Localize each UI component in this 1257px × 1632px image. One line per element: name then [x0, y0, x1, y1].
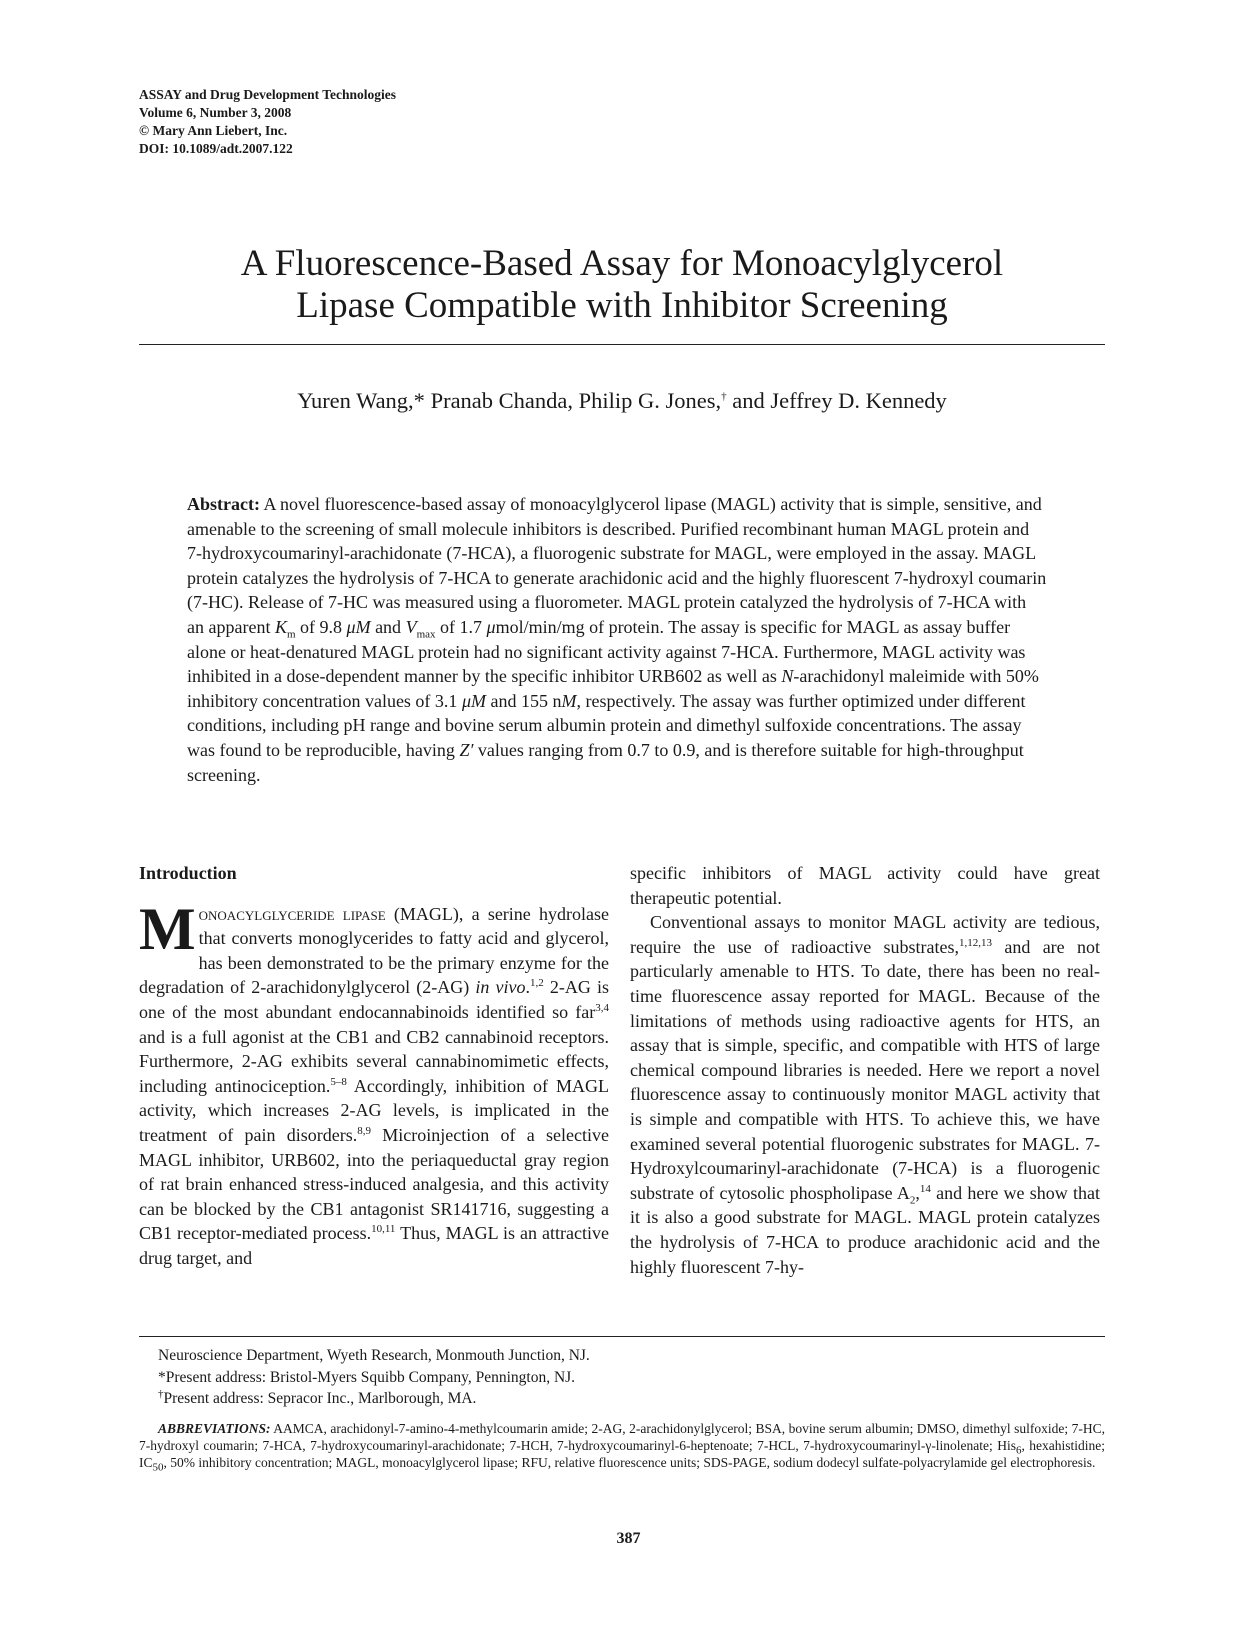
citation-ref: 10,11 — [371, 1223, 396, 1236]
title-rule — [139, 344, 1105, 345]
paragraph-text: (MAGL), a serine hydrolase that converts monoglycerides to fatty acid and glycerol, has been demonstrated to be the primary enzyme for the degradation of 2-arachidonylglycerol (2-AG) — [139, 903, 610, 998]
italic-term: in vivo — [475, 977, 526, 998]
paragraph-text: Thus, MAGL is an attractive drug target, and — [139, 1223, 609, 1268]
paragraph-text: Conventional assays to monitor MAGL activity are tedious, require the use of radioactive substrates, — [630, 912, 1100, 957]
subscript: 6 — [1015, 1444, 1022, 1457]
abbreviations-label: ABBREVIATIONS: — [158, 1421, 271, 1436]
author-2: Pranab Chanda, — [424, 388, 574, 413]
abstract-text: , respectively. The assay was further optimized under different conditions, including pH range and bovine serum albumin protein and dimethyl sulfoxide concentrations. The assay was found to be reproducible, having — [187, 690, 1026, 760]
title-line-2: Lipase Compatible with Inhibitor Screening — [296, 285, 948, 326]
journal-info — [139, 86, 396, 158]
body-column-left — [139, 861, 609, 1271]
present-address-1: *Present address: Bristol-Myers Squibb Company, Pennington, NJ. — [158, 1368, 576, 1386]
author-1: Yuren Wang,* — [297, 388, 425, 413]
citation-ref: 1,12,13 — [959, 936, 993, 949]
present-address-2 — [158, 1388, 590, 1410]
footnote-rule — [139, 1336, 1105, 1337]
abbreviations-text: , 50% inhibitory concentration; MAGL, monoacylglycerol lipase; RFU, relative fluorescence units; SDS-PAGE, sodium dodecyl sulfate-polyacrylamide gel electrophoresis. — [163, 1455, 1096, 1471]
journal-copyright: © Mary Ann Liebert, Inc. — [139, 123, 288, 138]
abstract — [187, 492, 1047, 787]
abstract-text: mol/min/mg of protein. The assay is specific for MAGL as assay buffer alone or heat-denatured MAGL protein had no significant activity against 7-HCA. Furthermore, MAGL activity was inhibited in a dose-dependent manner by the specific inhibitor URB602 as well as — [187, 616, 1026, 687]
abstract-text: of 9.8 — [295, 616, 347, 637]
citation-ref: 8,9 — [357, 1124, 371, 1137]
drop-cap: M — [139, 895, 196, 962]
abbreviations-text: , hexahistidine; IC — [139, 1438, 1105, 1471]
intro-paragraph-1 — [139, 895, 610, 1271]
km-symbol: K — [274, 616, 287, 637]
body-column-right — [630, 861, 1100, 1279]
author-3-mark: † — [721, 390, 727, 403]
paragraph-text: 2-AG is one of the most abundant endocannabinoids identified so far — [139, 977, 610, 1022]
present-address-2-text: Present address: Sepracor Inc., Marlborough, MA. — [163, 1390, 477, 1407]
n-italic: N — [781, 666, 794, 687]
paragraph-text: , — [915, 1182, 920, 1203]
subscript: 50 — [152, 1462, 164, 1475]
affiliations — [158, 1345, 590, 1410]
title-line-1: A Fluorescence-Based Assay for Monoacylglycerol — [240, 243, 1004, 284]
paragraph-text: and are not particularly amenable to HTS. To date, there has been no real-time fluorescence assay reported for MAGL. Because of the limitations of methods using radioactive agents for HTS, an assay that is simple, specific, and compatible with HTS of large chemical compound libraries is needed. Here we report a novel fluorescence assay to continuously monitor MAGL activity that is simple and compatible with HTS. To achieve this, we have examined several potential fluorogenic substrates for MAGL. 7-Hydroxylcoumarinyl-arachidonate (7-HCA) is a fluorogenic substrate of cytosolic phospholipase A — [630, 936, 1100, 1203]
unit-micromolar: μM — [461, 690, 486, 711]
affiliation-line: Neuroscience Department, Wyeth Research, Monmouth Junction, NJ. — [158, 1347, 590, 1364]
subscript: 2 — [909, 1194, 916, 1207]
unit-micro: μ — [486, 616, 496, 637]
z-prime: Z′ — [459, 739, 474, 760]
intro-paragraph-1-continued: specific inhibitors of MAGL activity could have great therapeutic potential. — [630, 863, 1100, 908]
citation-ref: 3,4 — [595, 1001, 609, 1014]
paragraph-text: Accordingly, inhibition of MAGL activity, which increases 2-AG levels, is implicated in the treatment of pain disorders. — [139, 1075, 609, 1145]
paragraph-text: and is a full agonist at the CB1 and CB2 cannabinoid receptors. Furthermore, 2-AG exhibits several cannabinomimetic effects, including antinociception. — [139, 1026, 609, 1096]
intro-paragraph-2 — [630, 910, 1100, 1279]
journal-doi: DOI: 10.1089/adt.2007.122 — [139, 141, 293, 156]
section-heading-introduction: Introduction — [139, 863, 237, 883]
vmax-subscript: max — [416, 628, 436, 641]
citation-ref: 5–8 — [330, 1075, 347, 1088]
paper-title — [139, 243, 1105, 327]
abstract-text: and — [370, 616, 406, 637]
abbreviations — [139, 1420, 1105, 1475]
citation-ref: 1,2 — [530, 977, 544, 990]
km-subscript: m — [286, 628, 296, 641]
abstract-text: -arachidonyl maleimide with 50% inhibitory concentration values of 3.1 — [187, 666, 1039, 711]
paragraph-text: and here we show that it is also a good substrate for MAGL. MAGL protein catalyzes the hydrolysis of 7-HCA to produce arachidonic acid and the highly fluorescent 7-hy- — [630, 1182, 1100, 1277]
abstract-text: values ranging from 0.7 to 0.9, and is therefore suitable for high-throughput screening. — [187, 739, 1024, 785]
journal-name: ASSAY and Drug Development Technologies — [139, 87, 397, 102]
abstract-text: and 155 n — [485, 690, 562, 711]
vmax-symbol: V — [405, 616, 417, 637]
author-list — [139, 387, 1105, 415]
abbreviations-text: AAMCA, arachidonyl-7-amino-4-methylcoumarin amide; 2-AG, 2-arachidonylglycerol; BSA, bovine serum albumin; DMSO, dimethyl sulfoxide; 7-HC, 7-hydroxyl coumarin; 7-HCA, 7-hydroxycoumarinyl-arachidonate; 7-HCH, 7-hydroxycoumarinyl-6-heptenoate; 7-HCL, 7-hydroxycoumarinyl-γ-linolenate; His — [139, 1421, 1105, 1454]
abstract-label: Abstract: — [187, 494, 260, 514]
m-italic: M — [561, 690, 577, 711]
page-number: 387 — [616, 1530, 641, 1547]
abstract-text: of 1.7 — [435, 616, 487, 637]
citation-ref: 14 — [919, 1182, 931, 1195]
dagger-mark: † — [158, 1387, 164, 1400]
paragraph-text: . — [525, 977, 530, 998]
journal-volume: Volume 6, Number 3, 2008 — [139, 105, 292, 120]
unit-micromolar: μM — [346, 616, 371, 637]
smallcaps-term: onoacylglyceride lipase — [198, 903, 386, 924]
paragraph-text: Microinjection of a selective MAGL inhibitor, URB602, into the periaqueductal gray region of rat brain enhanced stress-induced analgesia, and this activity can be blocked by the CB1 antagonist SR141716, suggesting a CB1 receptor-mediated process. — [139, 1124, 609, 1244]
abstract-text: A novel fluorescence-based assay of monoacylglycerol lipase (MAGL) activity that is simple, sensitive, and amenable to the screening of small molecule inhibitors is described. Purified recombinant human MAGL protein and 7-hydroxycoumarinyl-arachidonate (7-HCA), a fluorogenic substrate for MAGL, were employed in the assay. MAGL protein catalyzes the hydrolysis of 7-HCA to generate arachidonic acid and the highly fluorescent 7-hydroxyl coumarin (7-HC). Release of 7-HC was measured using a fluorometer. MAGL protein catalyzed the hydrolysis of 7-HCA with an apparent — [187, 494, 1047, 637]
author-4: and Jeffrey D. Kennedy — [726, 388, 947, 413]
author-3: Philip G. Jones, — [573, 388, 722, 413]
